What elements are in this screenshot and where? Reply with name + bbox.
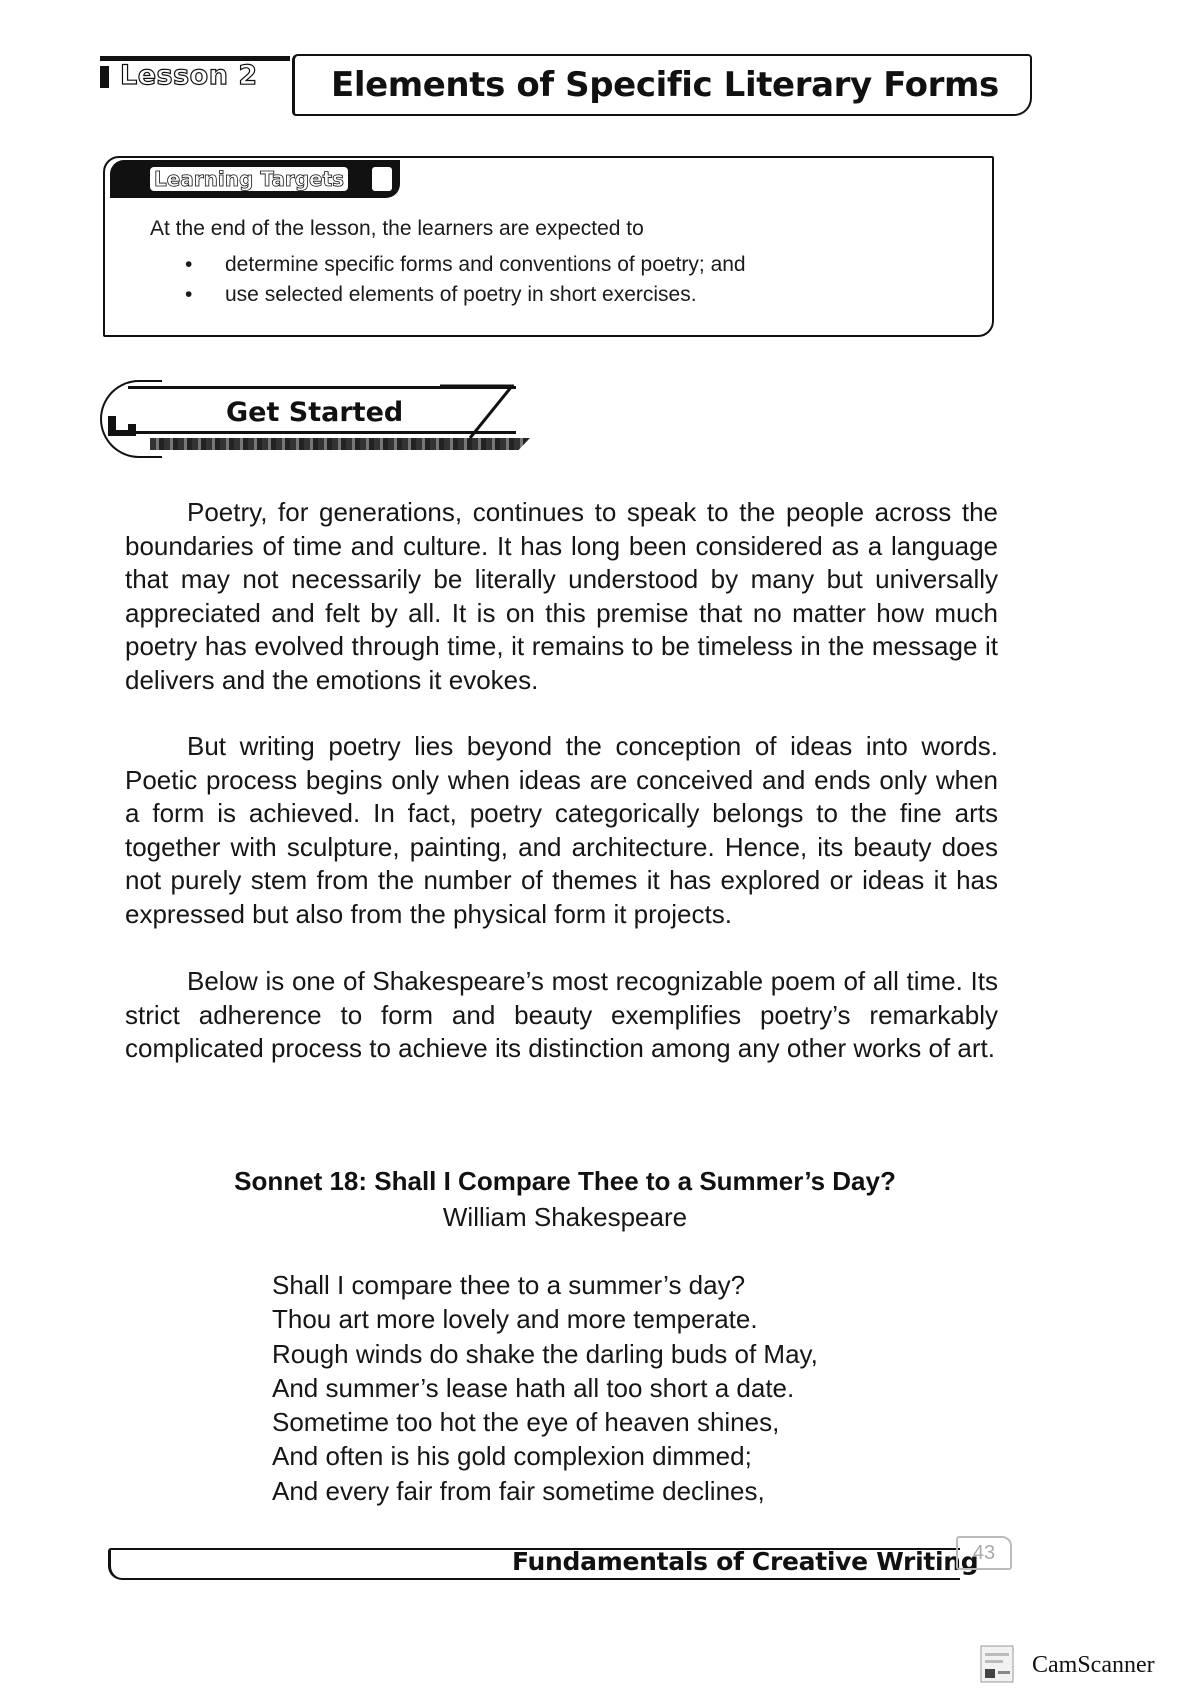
- lesson-title-box: [292, 54, 1032, 116]
- poem-line: And summer’s lease hath all too short a date.: [272, 1372, 795, 1403]
- poem-author: William Shakespeare: [442, 1202, 688, 1232]
- footer-book-title: Fundamentals of Creative Writing: [512, 1547, 979, 1576]
- body-paragraph: [125, 965, 998, 1066]
- learning-target-item: • determine specific forms and conventions of poetry; and: [185, 250, 746, 280]
- body-paragraph: [125, 496, 998, 697]
- learning-target-item: • use selected elements of poetry in short exercises.: [185, 280, 746, 310]
- lesson-label: Lesson 2: [120, 59, 258, 91]
- body-paragraph: [125, 730, 998, 931]
- learning-targets-tab: [110, 160, 400, 198]
- poem-line: And every fair from fair sometime declines,: [272, 1475, 765, 1506]
- lesson-badge: [100, 58, 266, 92]
- poem-line: And often is his gold complexion dimmed;: [272, 1441, 752, 1472]
- page-number: 43: [956, 1536, 1012, 1570]
- body-paragraph-text: Below is one of Shakespeare’s most recognizable poem of all time. Its strict adherence to form and beauty exemplifies poetry’s remarkably complicated process to achieve its distinction among any other works of art.: [125, 966, 998, 1063]
- poem-line: Sometime too hot the eye of heaven shines,: [272, 1407, 780, 1438]
- learning-targets-tab-end: [372, 167, 392, 191]
- poem-line: Thou art more lovely and more temperate.: [272, 1304, 758, 1335]
- body-paragraph-text: But writing poetry lies beyond the conception of ideas into words. Poetic process begins only when ideas are conceived and ends only when a form is achieved. In fact, poetry categorically belongs to the fine arts together with sculpture, painting, and architecture. Hence, its beauty does not purely stem from the number of themes it has explored or ideas it has expressed but also from the physical form it projects.: [125, 731, 998, 929]
- body-paragraph-text: Poetry, for generations, continues to speak to the people across the boundaries of time and culture. It has long been considered as a language that may not necessarily be literally understood by many but universally appreciated and felt by all. It is on this premise that no matter how much poetry has evolved through time, it remains to be timeless in the message it delivers and the emotions it evokes.: [125, 497, 998, 695]
- learning-targets-intro: At the end of the lesson, the learners are expected to: [150, 217, 644, 240]
- get-started-slant-icon: [440, 384, 520, 440]
- poem-title: Sonnet 18: Shall I Compare Thee to a Summer’s Day?: [234, 1166, 896, 1196]
- lesson-badge-chip: [100, 66, 109, 88]
- learning-targets-heading: Learning Targets: [150, 167, 348, 191]
- get-started-corner-icon: [106, 412, 140, 442]
- poem-line: Rough winds do shake the darling buds of May,: [272, 1338, 818, 1369]
- learning-targets-list: [185, 250, 746, 310]
- camscanner-watermark: CamScanner: [1032, 1652, 1155, 1678]
- poem-lines: [272, 1268, 818, 1508]
- lesson-title: Elements of Specific Literary Forms: [331, 65, 999, 105]
- get-started-stripe: [150, 438, 530, 450]
- camscanner-logo-icon: [980, 1645, 1014, 1683]
- poem-line: Shall I compare thee to a summer’s day?: [272, 1270, 746, 1300]
- get-started-heading: Get Started: [226, 397, 404, 428]
